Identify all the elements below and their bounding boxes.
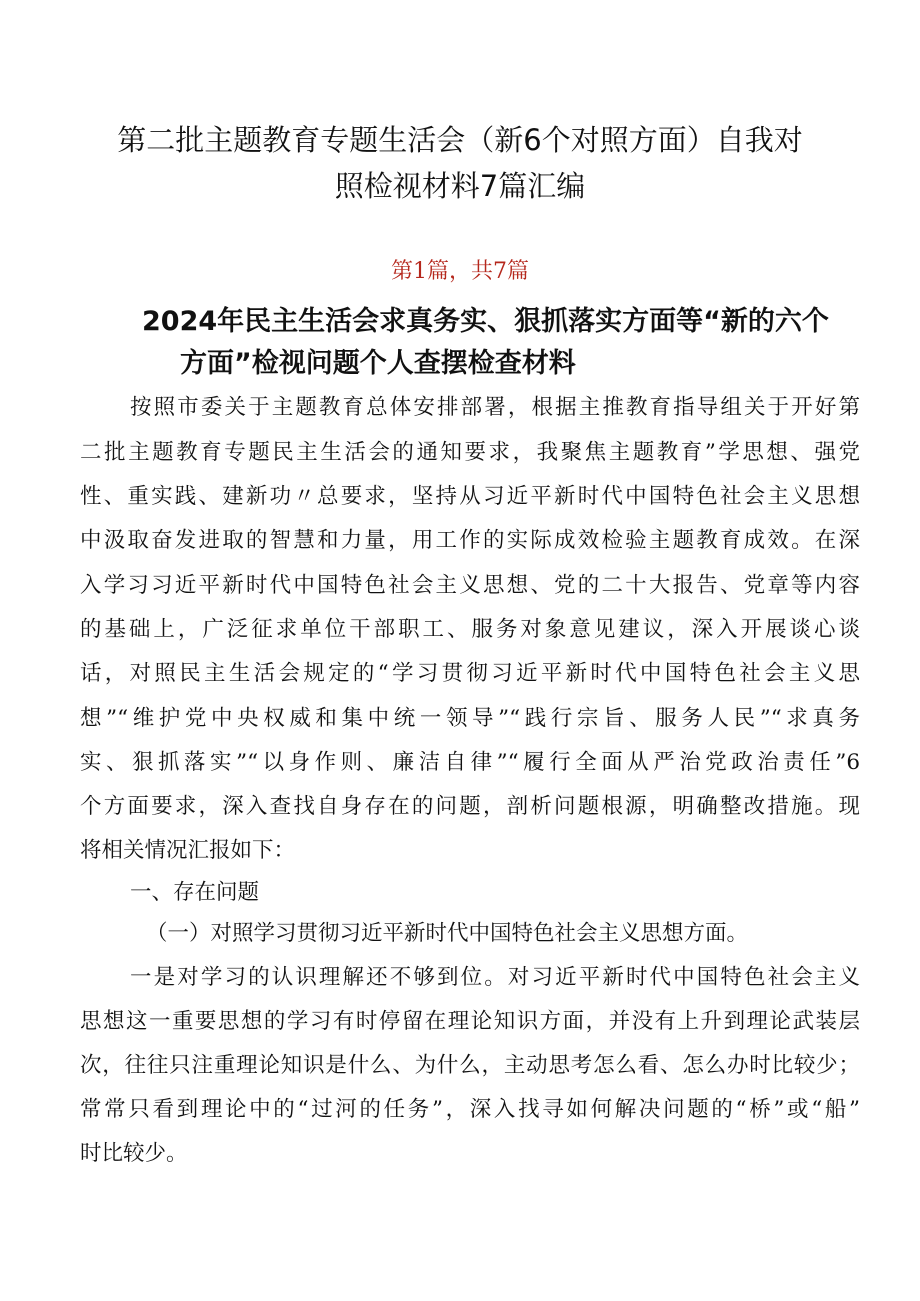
article-title-line-1: 2024年民主生活会求真务实、狠抓落实方面等“新的六个 <box>142 306 829 337</box>
intro-line: 性、重实践、建新功〃总要求，坚持从习近平新时代中国特色社会主义思想 <box>80 484 860 509</box>
intro-line: 个方面要求，深入查找自身存在的问题，剖析问题根源，明确整改措施。现 <box>80 794 860 819</box>
intro-line: 的基础上，广泛征求单位干部职工、服务对象意见建议，深入开展谈心谈 <box>80 617 860 642</box>
subsection-heading: （一）对照学习贯彻习近平新时代中国特色社会主义思想方面。 <box>146 921 749 946</box>
part-label: 第1篇，共7篇 <box>391 259 529 284</box>
intro-line: 实、狠抓落实”“以身作则、廉洁自律”“履行全面从严治党政治责任”6 <box>80 750 860 775</box>
intro-line: 入学习习近平新时代中国特色社会主义思想、党的二十大报告、党章等内容 <box>80 573 860 598</box>
point-line: 时比较少。 <box>80 1141 188 1166</box>
intro-line: 将相关情况汇报如下： <box>80 838 296 863</box>
intro-line: 二批主题教育专题民主生活会的通知要求，我聚焦主题教育”学思想、强党 <box>80 440 860 465</box>
point-line: 一是对学习的认识理解还不够到位。对习近平新时代中国特色社会主义 <box>130 965 860 990</box>
intro-line: 想”“维护党中央权威和集中统一领导”“践行宗旨、服务人民”“求真务 <box>80 706 860 731</box>
intro-line: 话，对照民主生活会规定的“学习贯彻习近平新时代中国特色社会主义思 <box>80 661 860 686</box>
intro-line: 中汲取奋发进取的智慧和力量，用工作的实际成效检验主题教育成效。在深 <box>80 528 860 553</box>
point-line: 常常只看到理论中的“过河的任务”，深入找寻如何解决问题的“桥”或“船” <box>80 1097 860 1122</box>
section-heading: 一、存在问题 <box>130 880 260 905</box>
document-title-line-2: 照检视材料7篇汇编 <box>334 169 586 203</box>
point-line: 次，往往只注重理论知识是什么、为什么，主动思考怎么看、怎么办时比较少； <box>80 1053 860 1078</box>
document-title-line-1: 第二批主题教育专题生活会（新6个对照方面）自我对 <box>117 123 803 157</box>
intro-line: 按照市委关于主题教育总体安排部署，根据主推教育指导组关于开好第 <box>130 395 860 420</box>
article-title-line-2: 方面”检视问题个人查摆检查材料 <box>180 348 576 379</box>
point-line: 思想这一重要思想的学习有时停留在理论知识方面，并没有上升到理论武装层 <box>80 1009 860 1034</box>
